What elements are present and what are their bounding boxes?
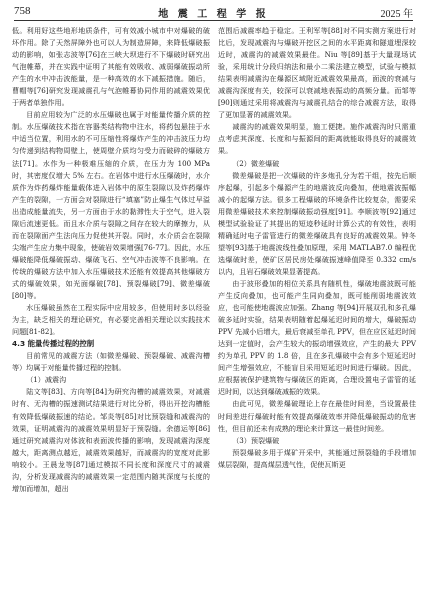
left-column xyxy=(12,25,210,495)
body-paragraph: 预裂爆破多用于煤矿开采中，其能通过预裂缝的手段增加煤层裂隙，提高煤层透气性，促使瓦斯更 xyxy=(218,447,416,469)
right-column xyxy=(218,25,416,471)
body-paragraph: 目前常见的减震方法（如微差爆破、预裂爆破、减震沟槽等）均属于对能量传播过程的控制。 xyxy=(12,351,210,373)
body-paragraph: 低。利用好这些地形地质条件，可有效减小城市中对爆破的破坏作用。除了天然屏障外也可以人为制造屏障，来降低爆破振动的影响，如张志波等[76]在三峡大坝进行不下爆破时研究出气泡帷幕，并在实践中证明了其能有效吸收、减弱爆破振动所产生的水中冲击波能量，是一种高效的水下减振措施。随后，曹帽等[76]研究发现减震孔与气泡帷幕协同作用的减震效果优于两者单独作用。 xyxy=(12,26,210,108)
body-paragraph: 由此可见，微差爆破理论上存在最佳时间差，当设置最佳时间差进行爆破时能有效提高爆破效率并降低爆破振动的危害性，但目前还未有成熟的理论来计算这一最佳时间差。 xyxy=(218,399,416,433)
body-paragraph: 由于波形叠加的相位关系具有随机性，爆破地震波既可能产生反向叠加，也可能产生同向叠加，既可能削弱地震波效应，也可能使地震波应加强。Zhang 等[94]开展双孔和多孔爆破多延时实验，结果表明随着起爆延迟时间的增大，爆破振动 PPV 先减小后增大，最后衰减至单孔 PPV，但在应区延迟时间达到一定值时，会产生较大的振动增强效应，产生的最大 PPV 约为单孔 PPV 的 1.8 倍，且在多孔爆破中会有多个短延迟时间产生增强效应，不能盲目采用短延迟时间进行爆破。因此，应根据被保护建筑物与爆破区的距离，合理设置电子雷管的延迟时间，以达到爆破减振的效果。 xyxy=(218,278,416,397)
running-header xyxy=(14,5,413,19)
issue-year: 2025 年 xyxy=(380,9,413,20)
journal-title: 地 震 工 程 学 报 xyxy=(158,9,269,20)
body-paragraph: 范围后减震率趋于稳定。王利军等[88]对不同实测方案进行对比后，发现减震沟与爆破开挖区之间的水平距离和隧道埋深较近时，减震沟的减震效果最佳。Niu 等[89]基于大量现场试验，采用统计分段归纳法和最小二乘法建立模型，试验与模拟结果表明减震沟在爆源区域附近减震效果最高，面波的衰减与减震沟深度有关，较深可以衰减地表振动的高频分量。而邹等[90]则通过采用将减震沟与减震孔结合的综合减震方法，取得了更加显著的减震效果。 xyxy=(218,26,416,120)
subsection-heading: （2）微差爆破 xyxy=(232,158,280,168)
page-number: 758 xyxy=(14,5,31,17)
body-paragraph: 水压爆破虽然在工程实际中应用较多，但使用时多以经验为主，缺乏相关的理论研究，有必要完善相关理论以实践技术问题[81-82]。 xyxy=(12,303,210,337)
header-rule xyxy=(14,20,413,21)
section-heading: 4.3 能量传播过程的控制 xyxy=(12,339,95,349)
subsection-heading: （3）预裂爆破 xyxy=(232,435,280,445)
body-paragraph: 微差爆破是把一次爆破的许多炮孔分为若干组，按先后顺序起爆，引起多个爆源产生的地震波反向叠加，使地震波振幅减小的起爆方法。很多工程爆破的环境条件比较复杂，需要采用微差爆破技术来控制爆破振动强度[91]。李顺波等[92]通过模型试验验证了其提出的短迹秒延时计算公式的有效性，表明精确延时电子雷管进行的微差爆破具有良好的减震效果。钟冬望等[93]基于地震波线性叠加原理，采用 MATLAB7.0 编程优选爆破时差，使矿区居民房处爆破振速峰值降至 0.332 cm/s 以内，且岩石爆破效果显著提高。 xyxy=(218,170,416,276)
body-paragraph: 减震沟的减震效果明显，施工便捷。施作减震沟时只需重点考虑其深度、长度和与振源间的距离就能取得良好的减震效果。 xyxy=(218,122,416,156)
subsection-heading: （1）减震沟 xyxy=(26,375,67,385)
body-paragraph: 目前应用较为广泛的水压爆破也属于对能量传播介质的控制。水压爆破技术指在容器类结构物中注水，将药包悬挂于水中适当位置，利用水的不可压缩性将爆炸产生的冲击波压力均匀传递到结构物周壁上，使周壁介质均匀受力而破碎的爆破方法[71]。水作为一种极难压缩的介质，在压力为 100 MPa 时，其密度仅增大 5% 左右。在岩体中进行水压爆破时，水介质作为炸药爆炸能量载体进入岩体中的原生裂隙以及炸药爆炸产生的裂隙，一方面会对裂隙进行“填塞”防止爆生气体过早溢出造成能量流失，另一方面由于水的黏滞性大于空气，进入裂隙后流速更低。而且水介质与裂隙之间存在较大的摩擦力，从而在裂隙面产生法向压力促使其开裂。同时，水介质会在裂隙尖端产生应力集中现象，使破岩效果增强[76-77]。因此，水压爆破能降低爆破振动、爆破飞石、空气冲击波等不良影响。在传统的爆破方法中加入水压爆破技术还能有效提高其他爆破方式的爆破效果，如光面爆破[78]、预裂爆破[79]、微差爆破[80]等。 xyxy=(12,110,210,301)
body-paragraph: 陆文等[83]、方向等[84]为研究沟槽的减震效果，对减震时有、无沟槽的振速测试结果进行对比分析，得出开挖沟槽能有效降低爆破振速的结论。邹炎等[85]对比预裂缝和减震沟的效果，证明减震沟的减震效果明显好于预裂缝。余德运等[86]通过研究减震沟对体波和表面波传播的影响，发现减震沟深度越大，距离测点越近，减震效果越好，而减震沟的宽度对此影响较小。王晨龙等[87]通过模拟不同长度和深度尺寸的减震沟，分析发现减震沟的减震效果一定范围内随其深度与长度的增加而增加，超出 xyxy=(12,387,210,493)
